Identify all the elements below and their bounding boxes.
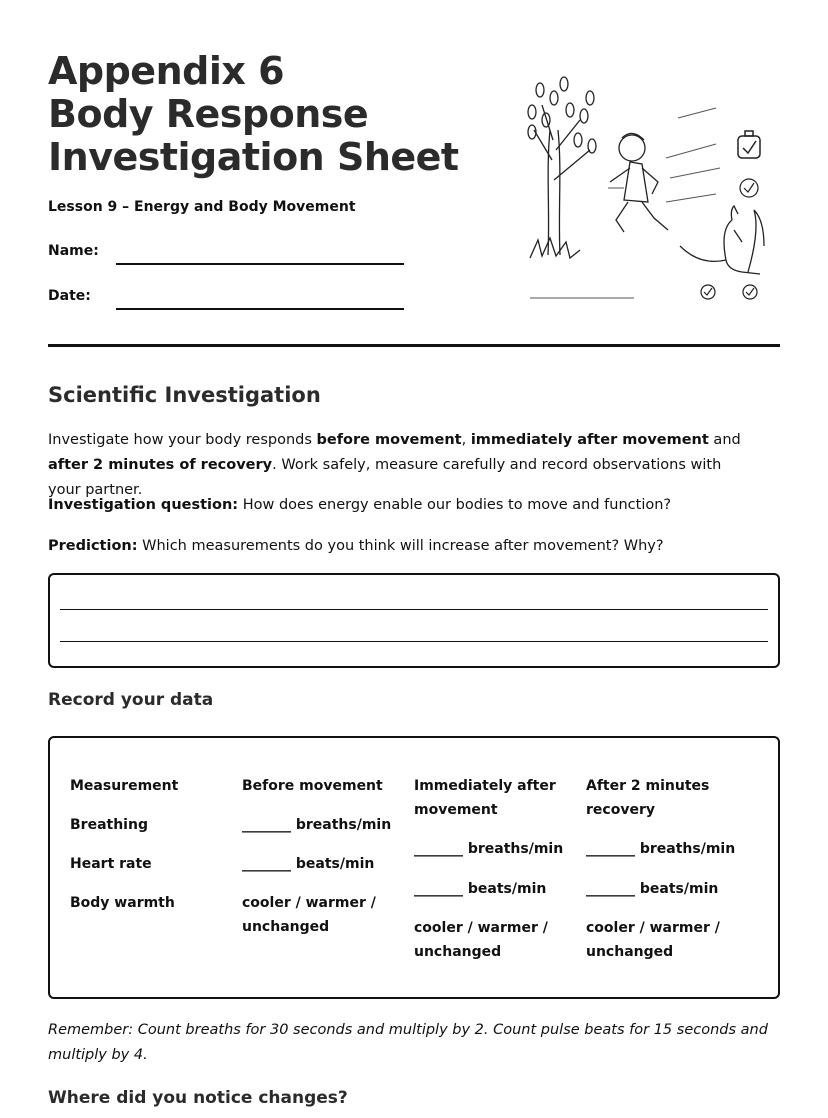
header-divider [48, 344, 780, 347]
question-label: Investigation question: [48, 497, 239, 513]
prediction-prompt [48, 534, 748, 559]
after-beats-field[interactable]: _______ beats/min [414, 881, 547, 897]
reminder-note: Remember: Count breaths for 30 seconds and multiply by 2. Count pulse beats for 15 seconds and multiply by 4. [48, 1022, 768, 1063]
lesson-subtitle: Lesson 9 – Energy and Body Movement [48, 199, 356, 215]
intro-text-1: Investigate how your body responds [48, 432, 317, 448]
recovery-warmth-options[interactable]: cooler / warmer / unchanged [586, 920, 720, 960]
before-beats-field[interactable]: _______ beats/min [242, 856, 375, 872]
data-table [48, 736, 780, 999]
name-label: Name: [48, 243, 99, 259]
before-warmth-options[interactable]: cooler / warmer / unchanged [242, 895, 376, 935]
prediction-label: Prediction: [48, 538, 138, 554]
section-heading: Scientific Investigation [48, 383, 321, 407]
date-field[interactable] [116, 308, 404, 310]
column-header-recovery: After 2 minutes recovery [586, 778, 710, 818]
intro-paragraph [48, 428, 748, 503]
illustration [520, 70, 780, 310]
answer-line-1 [60, 609, 768, 610]
page-title [48, 50, 459, 179]
prediction-text: Which measurements do you think will increase after movement? Why? [137, 538, 664, 554]
recovery-breaths-field[interactable]: _______ breaths/min [586, 841, 736, 857]
changes-heading: Where did you notice changes? [48, 1088, 348, 1108]
after-warmth-options[interactable]: cooler / warmer / unchanged [414, 920, 548, 960]
stopwatch-icon [738, 131, 760, 158]
column-header-measurement: Measurement [70, 778, 179, 794]
intro-sep: , [461, 432, 471, 448]
running-child-icon [610, 133, 668, 232]
intro-text-3: . Work safely, measure carefully and record observations with your partner. [48, 457, 722, 498]
question-text: How does energy enable our bodies to move and function? [238, 497, 672, 513]
intro-bold-1: before movement [316, 432, 462, 448]
title-line-3: Investigation Sheet [48, 135, 459, 179]
recovery-beats-field[interactable]: _______ beats/min [586, 881, 719, 897]
title-line-1: Appendix 6 [48, 49, 285, 93]
data-heading: Record your data [48, 690, 214, 710]
intro-bold-3: after 2 minutes of recovery [48, 457, 273, 473]
intro-bold-2: immediately after movement [470, 432, 709, 448]
title-line-2: Body Response [48, 92, 369, 136]
kangaroo-icon [680, 206, 764, 274]
column-header-after: Immediately after movement [414, 778, 556, 818]
investigation-question [48, 493, 748, 518]
prediction-answer-box[interactable] [48, 573, 780, 668]
checkmark-icon [701, 179, 758, 299]
name-field[interactable] [116, 263, 404, 265]
date-label: Date: [48, 288, 91, 304]
row-label-body-warmth: Body warmth [70, 895, 175, 911]
intro-text-2: and [708, 432, 741, 448]
row-label-heart-rate: Heart rate [70, 856, 152, 872]
tree-icon [528, 77, 596, 258]
column-header-before: Before movement [242, 778, 383, 794]
after-breaths-field[interactable]: _______ breaths/min [414, 841, 564, 857]
answer-line-2 [60, 641, 768, 642]
before-breaths-field[interactable]: _______ breaths/min [242, 817, 392, 833]
row-label-breathing: Breathing [70, 817, 148, 833]
